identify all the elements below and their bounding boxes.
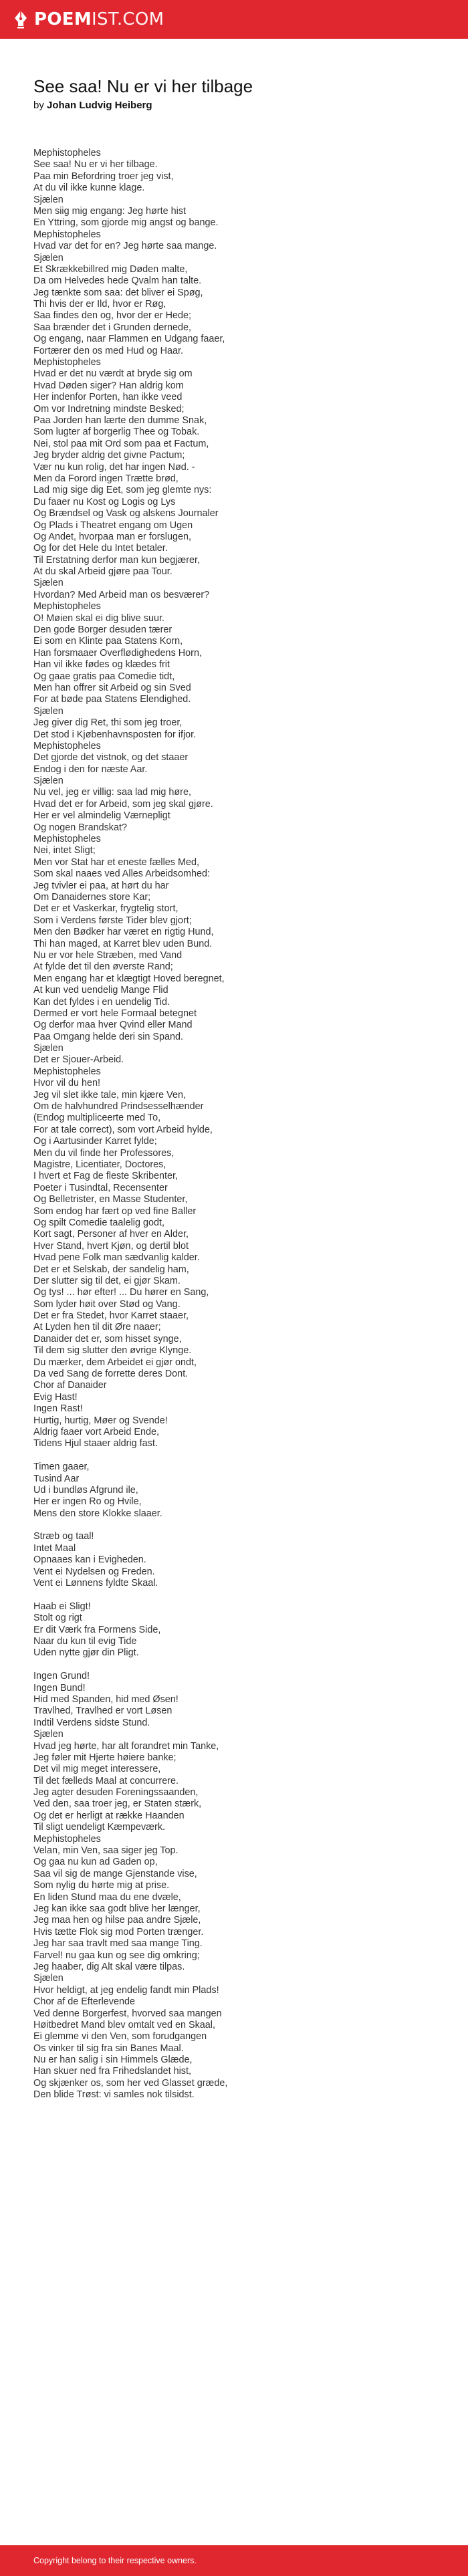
poem-line: Hvor heldigt, at jeg endelig fandt min Plads! <box>33 1984 219 1996</box>
poem-line: Nu er han salig i sin Himmels Glæde, <box>33 2055 193 2066</box>
brand-light: IST.COM <box>92 9 164 29</box>
poem-line: I hvert et Fag de fleste Skribenter, <box>33 1171 178 1182</box>
poem-line: Stolt og rigt <box>33 1613 82 1624</box>
stanza-break <box>33 1659 435 1671</box>
poem-line: Det er Sjouer-Arbeid. <box>33 1054 124 1066</box>
poem-line: Vent ei Nydelsen og Freden. <box>33 1566 155 1577</box>
poem-line: Som i Verdens første Tider blev gjort; <box>33 915 192 926</box>
pen-nib-icon[interactable] <box>13 10 28 29</box>
poem-line: Og gaa nu kun ad Gaden op, <box>33 1857 158 1868</box>
poem-line: Uden nytte gjør din Pligt. <box>33 1647 139 1659</box>
poem-line: Det vil mig meget interessere, <box>33 1764 161 1775</box>
poem-line: At Lyden hen til dit Øre naaer; <box>33 1322 161 1333</box>
poem-line: Nu er vor hele Stræben, med Vand <box>33 949 183 961</box>
poem-line: Som lyder høit over Stød og Vang. <box>33 1298 181 1310</box>
poem-line: Den blide Trøst: vi samles nok tilsidst. <box>33 2089 195 2101</box>
poem-line: Tidens Hjul staaer aldrig fast. <box>33 1438 158 1449</box>
poem-line: Jeg vil slet ikke tale, min kjære Ven, <box>33 1089 186 1100</box>
poem-line: Jeg kan ikke saa godt blive her længer, <box>33 1903 201 1914</box>
poem-line: Indtil Verdens sidste Stund. <box>33 1717 150 1728</box>
poem-line: Ingen Rast! <box>33 1403 83 1415</box>
poem-line: Her er ingen Ro og Hvile, <box>33 1496 142 1508</box>
poem-line: Da om Helvedes hede Qvalm han talte. <box>33 275 202 287</box>
poem-line: Ved denne Borgerfest, hvorved saa mangen <box>33 2008 222 2019</box>
poem-line: Og derfor maa hver Qvind eller Mand <box>33 1020 193 1031</box>
poem-line: Hvad er det nu værdt at bryde sig om <box>33 368 193 380</box>
poem-line: Og engang, naar Flammen en Udgang faaer, <box>33 334 225 345</box>
poem-line: Og tys! ... hør efter! ... Du hører en Sang, <box>33 1287 209 1298</box>
poem-line: Du mærker, dem Arbeidet ei gjør ondt, <box>33 1357 197 1368</box>
poem-line: Om de halvhundred Prindsesselhænder <box>33 1101 204 1113</box>
poem-line: Aldrig faaer vort Arbeid Ende, <box>33 1426 159 1437</box>
poem-line: At fylde det til den øverste Rand; <box>33 961 173 973</box>
poem-line: Hvis tætte Flok sig mod Porten trænger. <box>33 1926 204 1938</box>
poem-line: Hver Stand, hvert Kjøn, og dertil blot <box>33 1240 189 1252</box>
poem-line: En liden Stund maa du ene dvæle, <box>33 1891 181 1903</box>
poem-line: Thi hvis der er Ild, hvor er Røg, <box>33 299 166 310</box>
poem-line: Mephistopheles <box>33 740 101 751</box>
poem-line: Fortærer den os med Hud og Haar. <box>33 345 183 356</box>
poem-line: Mephistopheles <box>33 834 101 845</box>
poem-line: Dermed er vort hele Formaal betegnet <box>33 1008 197 1019</box>
poem-line: Da ved Sang de forrette deres Dont. <box>33 1369 189 1380</box>
poem-line: Lad mig sige dig Eet, som jeg glemte nys: <box>33 485 212 496</box>
poem-line: Det er fra Stedet, hvor Karret staaer, <box>33 1310 189 1322</box>
poem-line: At kun ved uendelig Mange Flid <box>33 985 168 996</box>
poem-line: Til dem sig slutter den øvrige Klynge. <box>33 1345 192 1357</box>
poem-line: Og spilt Comedie taalelig godt, <box>33 1217 164 1228</box>
poem-line: See saa! Nu er vi her tilbage. <box>33 159 158 170</box>
poem-line: Ei glemme vi den Ven, som forudgangen <box>33 2031 207 2042</box>
poem-line: For at bøde paa Statens Elendighed. <box>33 694 191 705</box>
poem-line: Velan, min Ven, saa siger jeg Top. <box>33 1845 179 1857</box>
poem-line: Som endog har fært op ved fine Baller <box>33 1205 197 1217</box>
poem-line: Timen gaaer, <box>33 1461 90 1473</box>
site-header <box>0 0 468 39</box>
poem-line: Jeg maa hen og hilse paa andre Sjæle, <box>33 1915 201 1926</box>
poem-line: Thi han maged, at Karret blev uden Bund. <box>33 938 213 949</box>
poem-line: Nu vel, jeg er villig: saa lad mig høre, <box>33 787 191 798</box>
poem-line: Mephistopheles <box>33 1833 101 1845</box>
poem-line: Her indenfor Porten, han ikke veed <box>33 392 183 403</box>
poem-line: Hvordan? Med Arbeid man os besværer? <box>33 589 210 600</box>
poem-line: Et Skrækkebillred mig Døden malte, <box>33 263 188 275</box>
poem-line: Han forsmaaer Overflødighedens Horn, <box>33 647 202 659</box>
poem-line: Jeg føler mit Hjerte høiere banke; <box>33 1752 177 1763</box>
poem-line: Og nogen Brandskat? <box>33 822 128 833</box>
poem-line: Men siig mig engang: Jeg hørte hist <box>33 205 186 217</box>
poem-line: Kan det fyldes i en uendelig Tid. <box>33 996 170 1008</box>
poem-line: Hvor vil du hen! <box>33 1078 100 1089</box>
copyright-text: Copyright belong to their respective owners. <box>33 2556 197 2565</box>
poem-body <box>33 148 435 2101</box>
poem-line: Det gjorde det vistnok, og det staaer <box>33 752 189 764</box>
poem-line: Jeg bryder aldrig det givne Pactum; <box>33 450 185 461</box>
poem-line: Ved den, saa troer jeg, er Staten stærk, <box>33 1798 202 1810</box>
poem-line: Mephistopheles <box>33 357 101 368</box>
poem-line: Og skjænker os, som her ved Glasset græde, <box>33 2077 228 2089</box>
byline <box>33 99 435 112</box>
poem-line: Han vil ikke fødes og klædes frit <box>33 659 170 671</box>
poem-line: Og for det Hele du Intet betaler. <box>33 543 168 554</box>
poem-line: Og Brændsel og Vask og alskens Journaler <box>33 508 219 519</box>
poem-line: Chor af Danaider <box>33 1380 107 1391</box>
poem-line: Paa Jorden han lærte den dumme Snak, <box>33 415 207 426</box>
poem-line: Saa findes den og, hvor der er Hede; <box>33 310 191 322</box>
poem-line: Ei som en Klinte paa Statens Korn, <box>33 636 183 647</box>
poem-line: Magistre, Licentiater, Doctores, <box>33 1159 166 1170</box>
poem-line: Hvad Døden siger? Han aldrig kom <box>33 380 184 391</box>
poem-line: Mephistopheles <box>33 601 101 612</box>
poem-line: Poeter i Tusindtal, Recensenter <box>33 1182 168 1193</box>
poem-line: Naar du kun til evig Tide <box>33 1636 137 1647</box>
poem-line: At du vil ikke kunne klage. <box>33 183 145 194</box>
poem-line: (Endog multipliceerte med To, <box>33 1113 161 1124</box>
poem-line: Men engang har et klægtigt Hoved beregnet, <box>33 973 225 984</box>
poem-line: Ingen Bund! <box>33 1682 86 1693</box>
poem-line: O! Møien skal ei dig blive suur. <box>33 612 164 624</box>
poem-line: Det er et Selskab, der sandelig ham, <box>33 1264 189 1275</box>
poem-line: Mens den store Klokke slaaer. <box>33 1508 162 1519</box>
poem-line: Evig Hast! <box>33 1391 78 1403</box>
poem-line: For at tale correct), som vort Arbeid hylde, <box>33 1124 213 1135</box>
poem-line: Men du vil finde her Professores, <box>33 1147 174 1159</box>
poem-line: Men han offrer sit Arbeid og sin Sved <box>33 682 191 693</box>
poem-line: Hurtig, hurtig, Møer og Svende! <box>33 1415 168 1426</box>
poem-line: Og Andet, hvorpaa man er forslugen, <box>33 531 191 542</box>
brand-bold: POEM <box>34 9 92 29</box>
poem-article <box>33 75 435 2101</box>
poem-line: Til det fælleds Maal at concurrere. <box>33 1775 179 1786</box>
poem-line: Her er vel almindelig Værnepligt <box>33 810 170 822</box>
poem-line: Endog i den for næste Aar. <box>33 764 148 775</box>
poem-line: Han skuer ned fra Frihedslandet hist, <box>33 2066 191 2077</box>
poem-line: Mephistopheles <box>33 229 101 240</box>
poem-line: Jeg har saa travlt med saa mange Ting. <box>33 1938 203 1950</box>
poem-line: Sjælen <box>33 1973 64 1984</box>
poem-line: Og gaae gratis paa Comedie tidt, <box>33 671 175 682</box>
site-footer <box>0 2545 468 2576</box>
poem-line: En Yttring, som gjorde mig angst og bange. <box>33 217 219 229</box>
poem-line: Mephistopheles <box>33 148 101 158</box>
poem-line: Jeg giver dig Ret, thi som jeg troer, <box>33 717 183 729</box>
poem-line: Saa brænder det i Grunden dernede, <box>33 322 192 333</box>
poem-line: Opnaaes kan i Evigheden. <box>33 1554 146 1566</box>
poem-line: Vent ei Lønnens fyldte Skaal. <box>33 1578 158 1589</box>
stanza-break <box>33 1520 435 1531</box>
poem-line: Hvad var det for en? Jeg hørte saa mange. <box>33 241 217 252</box>
poem-line: Sjælen <box>33 1043 64 1054</box>
stanza-break <box>33 1450 435 1461</box>
poem-line: Det stod i Kjøbenhavnsposten for ifjor. <box>33 729 197 740</box>
poem-line: Det er et Vaskerkar, frygtelig stort, <box>33 903 179 915</box>
poem-line: Sjælen <box>33 705 64 717</box>
poem-line: Men vor Stat har et eneste fælles Med, <box>33 856 199 868</box>
poem-line: Haab ei Sligt! <box>33 1601 91 1612</box>
poem-line: Vær nu kun rolig, det har ingen Nød. - <box>33 461 195 473</box>
poem-line: At du skal Arbeid gjøre paa Tour. <box>33 566 172 578</box>
stanza-break <box>33 1589 435 1601</box>
poem-line: Hid med Spanden, hid med Øsen! <box>33 1693 179 1705</box>
poem-line: Og i Aartusinder Karret fylde; <box>33 1136 157 1147</box>
poem-line: Til Erstatning derfor man kun begjærer, <box>33 554 201 566</box>
poem-line: Hvad det er for Arbeid, som jeg skal gjøre. <box>33 798 213 810</box>
poem-line: Om vor Indretning mindste Besked; <box>33 403 185 415</box>
poem-line: Sjælen <box>33 776 64 787</box>
poem-line: Er dit Værk fra Formens Side, <box>33 1624 161 1635</box>
poem-line: Som lugter af borgerlig Thee og Tobak. <box>33 427 200 438</box>
poem-line: Ingen Grund! <box>33 1671 90 1682</box>
poem-line: Travlhed, Travlhed er vort Løsen <box>33 1706 172 1717</box>
poem-line: Til sligt uendeligt Kæmpeværk. <box>33 1822 166 1833</box>
poem-line: Som skal naaes ved Alles Arbeidsomhed: <box>33 868 210 880</box>
poem-line: Sjælen <box>33 578 64 589</box>
poem-line: Men den Bødker har været en rigtig Hund, <box>33 927 214 938</box>
poem-line: Kort sagt, Personer af hver en Alder, <box>33 1229 189 1240</box>
poem-line: Mephistopheles <box>33 1066 101 1077</box>
poem-line: Som nylig du hørte mig at prise. <box>33 1880 170 1891</box>
poem-line: Saa vil sig de mange Gjenstande vise, <box>33 1868 197 1879</box>
poem-title: See saa! Nu er vi her tilbage <box>33 76 253 96</box>
poem-line: Hvad jeg hørte, har alt forandret min Tanke, <box>33 1740 219 1752</box>
site-logo-text[interactable] <box>34 11 164 28</box>
poem-line: Den gode Borger desuden tærer <box>33 624 172 636</box>
poem-line: Hvad pene Folk man sædvanlig kalder. <box>33 1252 200 1264</box>
author-name: Johan Ludvig Heiberg <box>47 100 152 111</box>
poem-line: Paa min Befordring troer jeg vist, <box>33 170 174 182</box>
by-label: by <box>33 100 44 111</box>
poem-line: Sjælen <box>33 1729 64 1740</box>
poem-line: Tusind Aar <box>33 1473 80 1484</box>
poem-line: Stræb og taal! <box>33 1531 94 1542</box>
poem-line: Høitbedret Mand blev omtalt ved en Skaal, <box>33 2019 215 2030</box>
poem-line: Jeg tænkte som saa: det bliver ei Spøg, <box>33 287 203 298</box>
poem-line: Farvel! nu gaa kun og see dig omkring; <box>33 1950 200 1961</box>
poem-line: Jeg haaber, dig Alt skal være tilpas. <box>33 1961 185 1972</box>
poem-line: Sjælen <box>33 252 64 263</box>
poem-line: Jeg agter desuden Foreningssaanden, <box>33 1787 199 1798</box>
poem-line: Og Plads i Theatret engang om Ugen <box>33 519 193 531</box>
poem-line: Om Danaidernes store Kar; <box>33 892 151 903</box>
poem-line: Ud i bundløs Afgrund ile, <box>33 1484 138 1496</box>
poem-line: Og det er herligt at række Haanden <box>33 1810 185 1821</box>
poem-line: Men da Forord ingen Trætte brød, <box>33 473 179 484</box>
poem-line: Nei, intet Sligt; <box>33 845 96 856</box>
poem-line: Chor af de Efterlevende <box>33 1996 135 2008</box>
poem-line: Du faaer nu Kost og Logis og Lys <box>33 496 176 507</box>
poem-line: Sjælen <box>33 194 64 205</box>
poem-line: Der slutter sig til det, ei gjør Skam. <box>33 1275 181 1286</box>
poem-line: Og Belletrister, en Masse Studenter, <box>33 1194 188 1205</box>
poem-line: Paa Omgang helde deri sin Spand. <box>33 1031 184 1042</box>
poem-line: Nei, stol paa mit Ord som paa et Factum, <box>33 438 209 449</box>
poem-line: Intet Maal <box>33 1542 76 1554</box>
poem-line: Danaider det er, som hisset synge, <box>33 1333 182 1344</box>
poem-line: Os vinker til sig fra sin Banes Maal. <box>33 2042 184 2054</box>
poem-line: Jeg tvivler ei paa, at hørt du har <box>33 880 169 891</box>
